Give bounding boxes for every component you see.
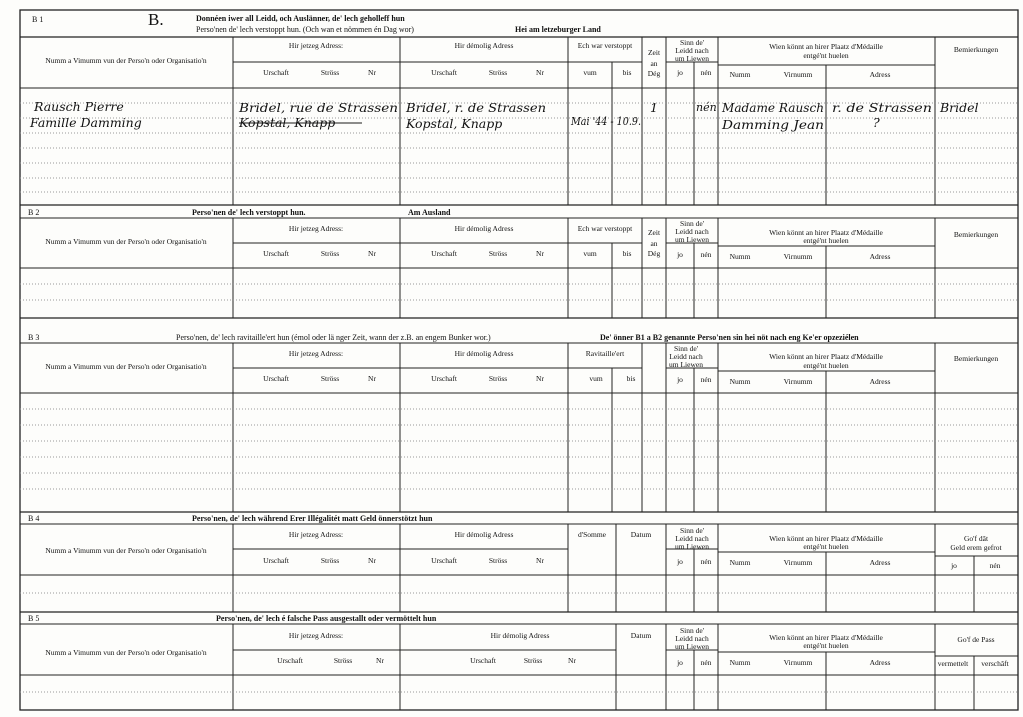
b2-vum: vum — [583, 249, 597, 258]
b3-current-nr: Nr — [368, 374, 376, 383]
b2-numm: Numm — [729, 252, 751, 261]
section-b1-subtitle2: Hei am letzeburger Land — [515, 25, 601, 34]
b5-nen: nén — [700, 658, 712, 667]
section-b1-id: B 1 — [32, 15, 44, 24]
b3-numm: Numm — [729, 377, 751, 386]
b4-virnumm: Virnumm — [783, 558, 813, 567]
entry-medal-name-2: Damming Jean — [720, 117, 824, 132]
b1-medal2: entgé'nt huelen — [803, 51, 849, 60]
b2-former-stross: Ströss — [488, 249, 508, 258]
b5-current-addr-header: Hir jetzeg Adress: — [288, 631, 344, 640]
b1-an: an — [650, 59, 658, 68]
b4-medal2: entgé'nt huelen — [803, 542, 849, 551]
b3-bis: bis — [626, 374, 636, 383]
b1-name-col-header: Numm a Vimumm vun der Perso'n oder Organisatio'n — [45, 56, 207, 65]
b4-nen: nén — [700, 557, 712, 566]
b1-virnumm: Virnumm — [783, 70, 813, 79]
section-b4-id: B 4 — [28, 514, 40, 523]
b2-name-col-header: Numm a Vimumm vun der Perso'n oder Organisatio'n — [45, 237, 207, 246]
b3-current-addr-header: Hir jetzeg Adress: — [288, 349, 344, 358]
b4-former-nr: Nr — [536, 556, 544, 565]
b5-former-addr-header: Hir démolig Adress — [490, 631, 550, 640]
b1-leidd: Leidd nach — [675, 46, 709, 55]
b4-money1: Go'f dât — [963, 534, 989, 543]
b5-vermettelt: vermettelt — [937, 659, 969, 668]
entry-name-2: Famille Damming — [30, 115, 142, 130]
b5-current-nr: Nr — [376, 656, 384, 665]
b1-numm: Numm — [729, 70, 751, 79]
b5-medal1: Wien könnt an hirer Plaatz d'Médaille — [769, 633, 883, 642]
b3-name-col-header: Numm a Vimumm vun der Perso'n oder Organisatio'n — [45, 362, 207, 371]
b5-datum: Datum — [630, 631, 652, 640]
entry-current-addr-2: Kopstal, Knapp — [239, 115, 336, 130]
b5-name-col-header: Numm a Vimumm vun der Perso'n oder Organisatio'n — [45, 648, 207, 657]
b5-verschaft: verschâft — [981, 659, 1009, 668]
b3-sinn: Sinn de' — [673, 344, 699, 353]
b5-pass: Go'f de Pass — [957, 635, 995, 644]
b3-leidd: Leidd nach — [669, 352, 703, 361]
b1-current-nr: Nr — [368, 68, 376, 77]
b2-um-liewen: um Liewen — [675, 235, 709, 244]
section-b2-subtitle: Am Ausland — [408, 208, 451, 217]
b1-current-urschaft: Urschaft — [263, 68, 289, 77]
entry-medal-addr-1: r. de Strassen — [832, 100, 932, 115]
b1-former-nr: Nr — [536, 68, 544, 77]
b1-medal1: Wien könnt an hirer Plaatz d'Médaille — [769, 42, 883, 51]
b1-adress: Adress — [869, 70, 891, 79]
b1-former-stross: Ströss — [488, 68, 508, 77]
b4-former-addr-header: Hir démolig Adress — [454, 530, 514, 539]
section-b2-title: Perso'nen de' lech verstoppt hun. — [192, 208, 306, 217]
b1-former-addr-header: Hir démolig Adress — [454, 41, 514, 50]
section-b4-title: Perso'nen, de' lech während Erer Illégalitét matt Geld önnerstötzt hun — [192, 514, 433, 523]
b4-current-urschaft: Urschaft — [263, 556, 289, 565]
b5-current-stross: Ströss — [333, 656, 353, 665]
b1-nen: nén — [700, 68, 712, 77]
b3-remarks: Bemierkungen — [953, 354, 999, 363]
b5-jo: jo — [677, 658, 683, 667]
b4-somme: d'Somme — [577, 530, 607, 539]
b5-numm: Numm — [729, 658, 751, 667]
b3-former-nr: Nr — [536, 374, 544, 383]
b2-hidden-header: Ech war verstoppt — [577, 224, 633, 233]
b5-virnumm: Virnumm — [783, 658, 813, 667]
b1-former-urschaft: Urschaft — [431, 68, 457, 77]
b5-um-liewen: um Liewen — [675, 642, 709, 651]
b3-virnumm: Virnumm — [783, 377, 813, 386]
entry-medal-name-1: Madame Rausch — [721, 100, 824, 115]
b4-sinn: Sinn de' — [679, 526, 705, 535]
b3-medal1: Wien könnt an hirer Plaatz d'Médaille — [769, 352, 883, 361]
b1-jo: jo — [677, 68, 683, 77]
b4-datum: Datum — [630, 530, 652, 539]
b5-adress: Adress — [869, 658, 891, 667]
b2-deg: Dég — [647, 249, 661, 258]
entry-dates: Mai '44 - 10.9. — [570, 114, 641, 128]
b2-former-urschaft: Urschaft — [431, 249, 457, 258]
b2-former-nr: Nr — [536, 249, 544, 258]
b1-current-stross: Ströss — [320, 68, 340, 77]
entry-medal-addr-2: ? — [873, 115, 880, 130]
b2-medal2: entgé'nt huelen — [803, 236, 849, 245]
b1-sinn: Sinn de' — [679, 38, 705, 47]
b2-leidd: Leidd nach — [675, 227, 709, 236]
b3-nen: nén — [700, 375, 712, 384]
section-b5-title: Perso'nen, de' lech é falsche Pass ausgestallt oder vermöttelt hun — [216, 614, 437, 623]
section-b5-id: B 5 — [28, 614, 40, 623]
b4-former-stross: Ströss — [488, 556, 508, 565]
b2-zeit: Zeit — [647, 228, 661, 237]
b1-zeit: Zeit — [647, 48, 661, 57]
b2-bis: bis — [622, 249, 632, 258]
b2-current-stross: Ströss — [320, 249, 340, 258]
entry-current-addr-1: Bridel, rue de Strassen — [237, 100, 398, 115]
b5-current-urschaft: Urschaft — [277, 656, 303, 665]
b3-ravit-header: Ravitaille'ert — [585, 349, 625, 358]
b3-medal2: entgé'nt huelen — [803, 361, 849, 370]
b3-current-urschaft: Urschaft — [263, 374, 289, 383]
b4-leidd: Leidd nach — [675, 534, 709, 543]
b4-jo: jo — [677, 557, 683, 566]
b3-former-urschaft: Urschaft — [431, 374, 457, 383]
entry-days: 1 — [650, 100, 658, 115]
entry-former-addr-2: Kopstal, Knapp — [406, 116, 503, 131]
b4-money-nen: nén — [989, 561, 1001, 570]
b3-jo: jo — [677, 375, 683, 384]
section-b1-subtitle: Perso'nen de' lech verstoppt hun. (Och wan et nömmen én Dag wor) — [196, 25, 414, 34]
entry-former-addr-1: Bridel, r. de Strassen — [404, 100, 546, 115]
section-b1-title: Donnéen iwer all Leidd, och Auslänner, de' lech geholleff hun — [196, 14, 405, 23]
b4-adress: Adress — [869, 558, 891, 567]
entry-name-1: Rausch Pierre — [34, 99, 124, 114]
entry-remark-1: Bridel — [940, 100, 979, 115]
section-b1-letter: B. — [148, 10, 164, 29]
b1-current-addr-header: Hir jetzeg Adress: — [288, 41, 344, 50]
b5-sinn: Sinn de' — [679, 626, 705, 635]
b1-remarks: Bemierkungen — [953, 45, 999, 54]
b1-bis: bis — [622, 68, 632, 77]
b4-medal1: Wien könnt an hirer Plaatz d'Médaille — [769, 534, 883, 543]
b2-virnumm: Virnumm — [783, 252, 813, 261]
b2-nen: nén — [700, 250, 712, 259]
b3-former-addr-header: Hir démolig Adress — [454, 349, 514, 358]
b5-medal2: entgé'nt huelen — [803, 641, 849, 650]
b5-former-nr: Nr — [568, 656, 576, 665]
b2-current-nr: Nr — [368, 249, 376, 258]
b5-former-urschaft: Urschaft — [470, 656, 496, 665]
b4-former-urschaft: Urschaft — [431, 556, 457, 565]
b1-vum: vum — [583, 68, 597, 77]
b2-jo: jo — [677, 250, 683, 259]
b2-former-addr-header: Hir démolig Adress — [454, 224, 514, 233]
section-b3-title: Perso'nen, de' lech ravitaille'ert hun (émol oder lä nger Zeit, wann der z.B. an engem Bunker wor.) — [176, 333, 491, 342]
b3-current-stross: Ströss — [320, 374, 340, 383]
b2-remarks: Bemierkungen — [953, 230, 999, 239]
b1-hidden-header: Ech war verstoppt — [577, 41, 633, 50]
b1-um-liewen: um Liewen — [675, 54, 709, 63]
b3-um-liewen: um Liewen — [669, 360, 703, 369]
b5-former-stross: Ströss — [523, 656, 543, 665]
section-b3-subtitle: De' önner B1 a B2 genannte Perso'nen sin hei nöt nach eng Ke'er opzeziélen — [600, 333, 859, 342]
b3-former-stross: Ströss — [488, 374, 508, 383]
b2-current-addr-header: Hir jetzeg Adress: — [288, 224, 344, 233]
b2-medal1: Wien könnt an hirer Plaatz d'Médaille — [769, 228, 883, 237]
b2-sinn: Sinn de' — [679, 219, 705, 228]
b2-current-urschaft: Urschaft — [263, 249, 289, 258]
b4-name-col-header: Numm a Vimumm vun der Perso'n oder Organisatio'n — [45, 546, 207, 555]
b5-leidd: Leidd nach — [675, 634, 709, 643]
b2-an: an — [650, 239, 658, 248]
b4-current-stross: Ströss — [320, 556, 340, 565]
section-b3-id: B 3 — [28, 333, 40, 342]
entry-alive-no: nén — [696, 101, 717, 114]
b2-adress: Adress — [869, 252, 891, 261]
b4-current-nr: Nr — [368, 556, 376, 565]
b4-money2: Geld erem gefrot — [950, 543, 1002, 552]
b4-money-jo: jo — [951, 561, 957, 570]
b4-current-addr-header: Hir jetzeg Adress: — [288, 530, 344, 539]
b1-deg: Dég — [647, 69, 661, 78]
b4-um-liewen: um Liewen — [675, 542, 709, 551]
b3-adress: Adress — [869, 377, 891, 386]
b3-vum: vum — [589, 374, 603, 383]
section-b2-id: B 2 — [28, 208, 40, 217]
b4-numm: Numm — [729, 558, 751, 567]
